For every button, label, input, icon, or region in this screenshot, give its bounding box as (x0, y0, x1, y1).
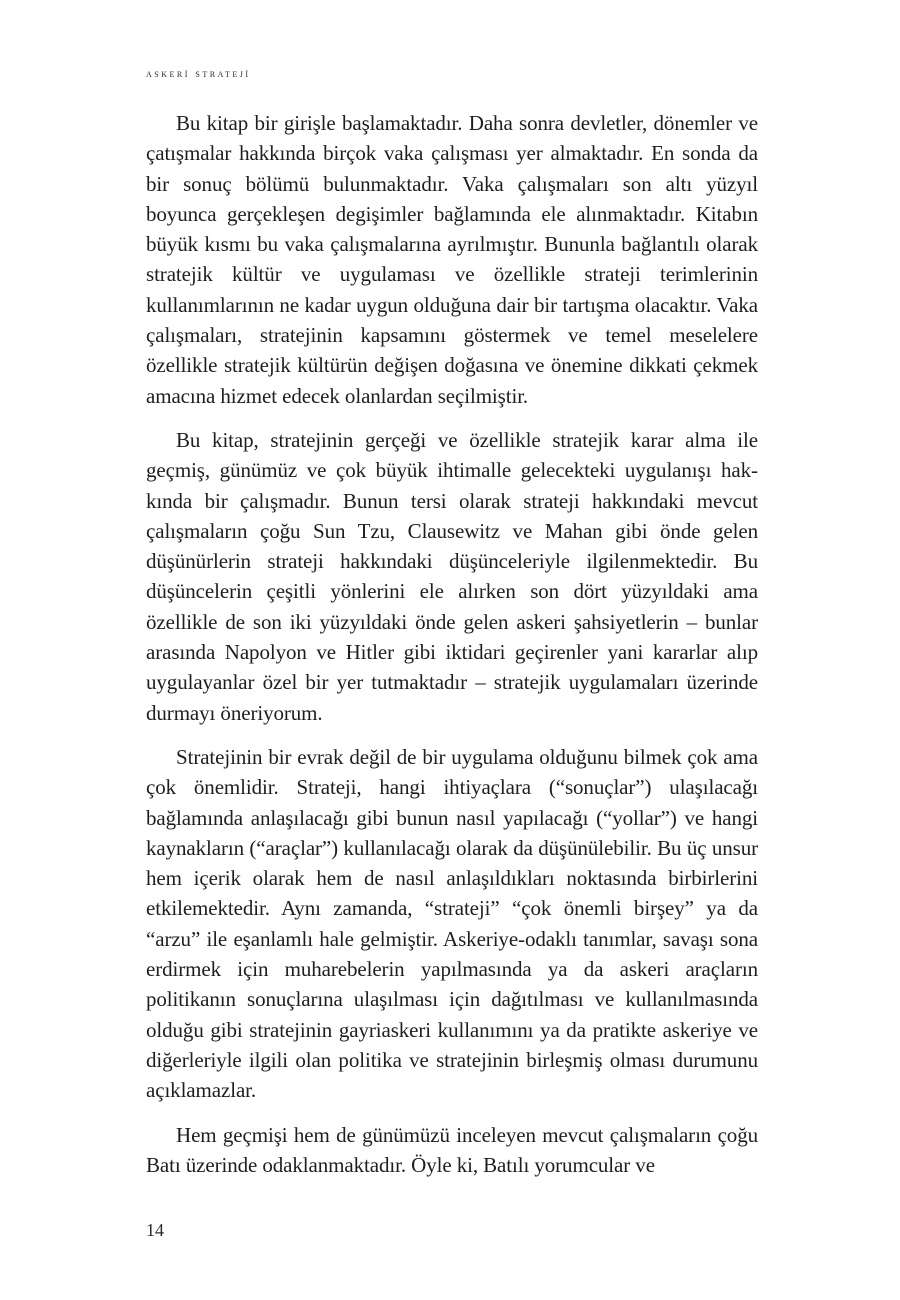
paragraph-4: Hem geçmişi hem de günümüzü inceleyen mevcut çalışmaların çoğu Batı üzerinde odaklanmaktadır. Öyle ki, Batılı yorumcular ve (146, 1122, 758, 1177)
paragraph-3: Stratejinin bir evrak değil de bir uygulama olduğunu bilmek çok ama çok önemlidir. Strateji, hangi ihtiyaçlara (“sonuçlar”) ulaşılacağı bağlamında anlaşılacağı gibi bunun nasıl yapılacağı (“yollar”) ve hangi kaynakların (“araçlar”) kullanılacağı olarak da düşünülebilir. Bu üç unsur hem içerik olarak hem de nasıl anlaşıldıkları noktasında birbirlerini etkilemektedir. Aynı zamanda, “strateji” “çok önemli birşey” ya da “arzu” ile eşanlamlı hale gelmiştir. Askeriye-odaklı tanımlar, savaşı sona erdirmek için muharebelerin yapılmasında ya da askeri araçların politikanın sonuçlarına ulaşılması için dağıtılması ve kullanılmasında olduğu gibi stratejinin gayriaskeri kullanımını ya da pratikte askeriye ve diğerleriyle ilgili olan politika ve stratejinin birleşmiş olması durumunu açıklamazlar. (146, 744, 758, 1103)
page-number: 14 (146, 1220, 164, 1240)
paragraph-2: Bu kitap, stratejinin gerçeği ve özellikle stratejik karar alma ile geçmiş, günümüz ve çok büyük ihtimalle gelecekteki uygulanışı hakkında bir çalışmadır. Bunun tersi olarak strateji hakkındaki mevcut çalışmaların çoğu Sun Tzu, Clausewitz ve Mahan gibi önde gelen düşünürlerin strateji hakkındaki düşünceleriyle ilgilenmektedir. Bu düşüncelerin çeşitli yönlerini ele alırken son dört yüzyıldaki ama özellikle de son iki yüzyıldaki önde gelen askeri şahsiyetlerin – bunlar arasında Napolyon ve Hitler gibi iktidari geçirenler yani kararlar alıp uygulayanlar özel bir yer tutmaktadır – stratejik uygulamaları üzerinde durmayı öneriyorum. (146, 427, 758, 725)
paragraph-1: Bu kitap bir girişle başlamaktadır. Daha sonra devletler, dönemler ve çatışmalar hakkında birçok vaka çalışması yer almaktadır. En sonda da bir sonuç bölümü bulunmaktadır. Vaka çalışmaları son altı yüzyıl boyunca gerçekleşen degişimler bağlamında ele alınmaktadır. Kitabın büyük kısmı bu vaka çalışmalarına ayrılmıştır. Bununla bağlantılı olarak stratejik kültür ve uygulaması ve özellikle strateji terimlerinin kullanımlarının ne kadar uygun olduğuna dair bir tartışma olacaktır. Vaka çalışmaları, stratejinin kapsamını göstermek ve temel meselelere özellikle stratejik kültürün değişen doğasına ve önemine dikkati çekmek amacına hizmet edecek olanlardan seçilmiştir. (146, 111, 758, 408)
running-head: askeri̇ strateji̇ (146, 66, 251, 80)
body-text (146, 108, 758, 1194)
